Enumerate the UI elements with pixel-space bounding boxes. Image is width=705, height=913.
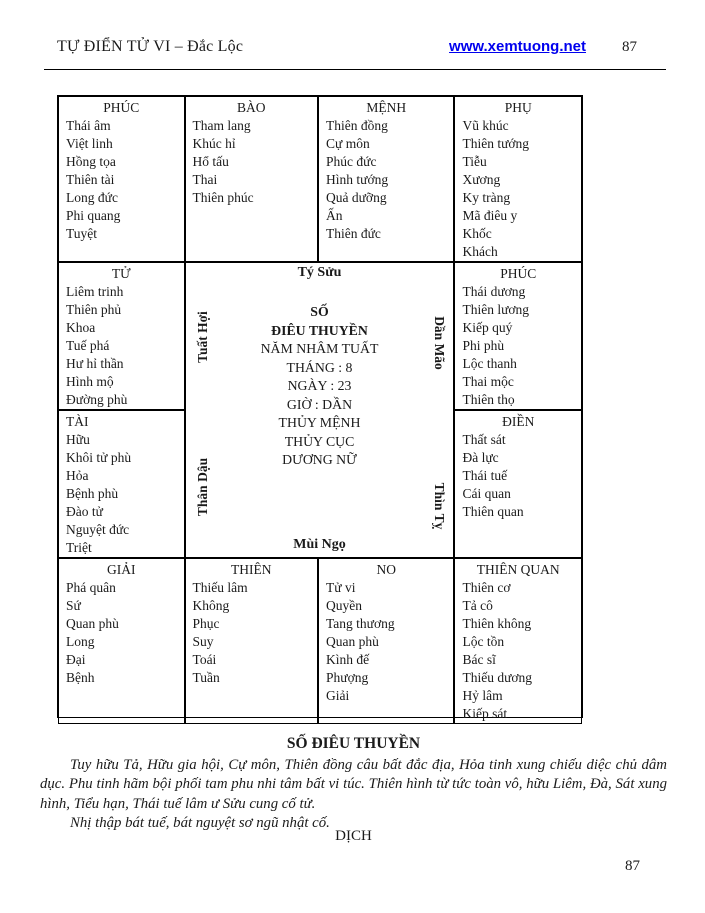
star-name: Toái [192, 652, 217, 667]
commentary-heading: SỐ ĐIÊU THUYỀN [286, 735, 421, 752]
star-name: Long đức [66, 190, 118, 205]
cell-phuc-top [58, 96, 185, 262]
cell-header-tu: TỬ [111, 266, 131, 281]
cell-items-thien [193, 579, 315, 687]
star-name: Thiên tài [66, 172, 115, 187]
commentary-paragraph-1: Tuy hữu Tả, Hữu gia hội, Cự môn, Thiên đồng câu bất đắc địa, Hỏa tinh xung chiếu diệc chủ dâm dục. Phu tinh hãm bội phối tam phu nhi tâm bất vi túc. Thiên hình từ tức toàn vô, hữu Liêm, Đà, Sát xung hình, Tiểu hạn, Thái tuế lâm ư Sửu cung cố tử. [40, 757, 667, 812]
star-name: Hữu [66, 432, 90, 447]
cell-header-phuc-top: PHÚC [103, 100, 140, 115]
star-name: Phục [192, 616, 220, 631]
star-name: Tham lang [192, 118, 251, 133]
cell-thien-quan [454, 558, 582, 724]
cell-no [318, 558, 454, 724]
star-name: Khôi tử phù [66, 450, 132, 465]
star-name: Vũ khúc [462, 118, 509, 133]
center-cuc: THỦY CỤC [284, 433, 355, 449]
cell-items-menh [326, 117, 451, 243]
cell-header-tai: TÀI [66, 414, 89, 429]
star-name: Suy [192, 634, 214, 649]
star-name: Tiễu [462, 154, 487, 169]
star-name: Tử vi [326, 580, 356, 595]
cell-items-no [326, 579, 451, 705]
star-name: Hỷ lâm [462, 688, 503, 703]
cell-items-thien-quan [462, 579, 579, 723]
star-name: Phi quang [66, 208, 121, 223]
cell-items-tai [66, 431, 182, 557]
branch-label-than-dau: Thân Dậu [194, 457, 210, 517]
chart-center-cell [185, 262, 455, 558]
star-name: Tang thương [326, 616, 395, 631]
star-name: Thiên đồng [326, 118, 388, 133]
star-name: Long [66, 634, 95, 649]
star-name: Hình tướng [326, 172, 389, 187]
branch-label-thin-ty: Thìn Tỵ [431, 482, 447, 530]
star-name: Kiếp quý [462, 320, 513, 335]
star-name: Phi phù [462, 338, 505, 353]
star-name: Thiếu dương [462, 670, 533, 685]
branch-label-mui-ngo: Mùi Ngọ [293, 537, 346, 552]
star-name: Thiên tướng [462, 136, 530, 151]
star-name: Thiên quan [462, 504, 524, 519]
star-name: Thái tuế [462, 468, 508, 483]
cell-items-phuc-right [462, 283, 579, 409]
star-name: Phúc đức [326, 154, 377, 169]
center-so-label: SỐ [310, 304, 329, 319]
star-name: Thiên phủ [66, 302, 122, 317]
star-name: Cái quan [462, 486, 511, 501]
star-name: Đào tử [66, 504, 103, 519]
cell-items-phuc-top [66, 117, 182, 243]
cell-header-bao: BÀO [237, 100, 266, 115]
star-name: Quan phù [66, 616, 119, 631]
star-name: Bệnh [66, 670, 95, 685]
star-name: Quả dưỡng [326, 190, 387, 205]
star-name: Cự môn [326, 136, 370, 151]
cell-items-bao [193, 117, 315, 207]
star-name: Tuế phá [66, 338, 110, 353]
star-name: Thiên lương [462, 302, 530, 317]
star-name: Giải [326, 688, 350, 703]
cell-phuc-right [454, 262, 582, 410]
header-right [449, 38, 637, 56]
star-name: Kình đế [326, 652, 370, 667]
star-name: Khúc hỉ [192, 136, 236, 151]
cell-header-dien: ĐIỀN [502, 414, 535, 429]
star-name: Mã điêu y [462, 208, 518, 223]
star-name: Hư hỉ thần [66, 356, 124, 371]
cell-header-phu: PHỤ [504, 100, 532, 115]
star-name: Hồng tọa [66, 154, 116, 169]
cell-dien [454, 410, 582, 558]
star-name: Đà lực [462, 450, 499, 465]
cell-header-thien-quan: THIÊN QUAN [476, 562, 560, 577]
star-name: Lộc tồn [462, 634, 505, 649]
cell-header-menh: MỆNH [366, 100, 407, 115]
cell-items-dien [462, 431, 579, 521]
star-name: Bác sĩ [462, 652, 496, 667]
branch-label-dan-mao: Dần Mão [431, 316, 447, 370]
cell-header-phuc-right: PHÚC [500, 266, 537, 281]
cell-tai [58, 410, 185, 558]
star-name: Xương [462, 172, 501, 187]
cell-items-tu [66, 283, 182, 409]
star-name: Nguyệt đức [66, 522, 130, 537]
star-name: Thiên không [462, 616, 532, 631]
book-title: TỰ ĐIỂN TỬ VI – Đắc Lộc [57, 38, 244, 55]
cell-giai [58, 558, 185, 724]
cell-header-thien: THIÊN [231, 562, 272, 577]
cell-menh [318, 96, 454, 262]
cell-phu [454, 96, 582, 262]
star-name: Phá quân [66, 580, 116, 595]
website-link[interactable]: www.xemtuong.net [449, 38, 586, 55]
star-name: Liêm trinh [66, 284, 124, 299]
star-name: Thái âm [66, 118, 111, 133]
header-divider [44, 69, 666, 70]
star-name: Phượng [326, 670, 369, 685]
star-name: Khốc [462, 226, 492, 241]
star-name: Quyền [326, 598, 362, 613]
tuvi-chart [57, 95, 583, 721]
star-name: Tuần [192, 670, 220, 685]
cell-items-giai [66, 579, 182, 687]
star-name: Đại [66, 652, 86, 667]
center-year: NĂM NHÂM TUẤT [260, 341, 379, 356]
center-hour: GIỜ : DẦN [286, 396, 353, 412]
cell-tu [58, 262, 185, 410]
star-name: Sứ [66, 598, 81, 613]
star-name: Thiên đức [326, 226, 381, 241]
star-name: Tuyệt [66, 226, 98, 241]
star-name: Quan phù [326, 634, 379, 649]
center-chart-name: ĐIÊU THUYỀN [271, 322, 368, 338]
center-menh: THỦY MỆNH [278, 415, 361, 430]
star-name: Thiếu lâm [192, 580, 248, 595]
cell-thien [185, 558, 318, 724]
cell-items-phu [462, 117, 579, 261]
star-name: Ấn [326, 208, 343, 223]
header-page-number: 87 [622, 39, 637, 55]
star-name: Việt linh [66, 136, 113, 151]
branch-label-tuat-hoi: Tuất Hợi [194, 311, 210, 363]
center-info-block [186, 303, 454, 470]
branch-label-ty-suu: Tý Sửu [297, 265, 342, 280]
footer-page-number: 87 [625, 858, 640, 874]
star-name: Hình mộ [66, 374, 114, 389]
star-name: Khách [462, 244, 498, 259]
star-name: Tả cô [462, 598, 493, 613]
star-name: Lộc thanh [462, 356, 517, 371]
commentary-text [40, 756, 667, 833]
star-name: Ky tràng [462, 190, 511, 205]
star-name: Triệt [66, 540, 92, 555]
star-name: Thiên thọ [462, 392, 515, 407]
cell-header-giai: GIẢI [107, 562, 136, 577]
cell-bao [185, 96, 318, 262]
star-name: Đường phù [66, 392, 128, 407]
star-name: Thiên phúc [192, 190, 254, 205]
commentary-paragraph-2: Nhị thập bát tuế, bát nguyệt sơ ngũ nhật cố. [70, 814, 330, 831]
cell-header-no: NO [376, 562, 396, 577]
star-name: Bệnh phù [66, 486, 119, 501]
star-name: Hổ tấu [192, 154, 229, 169]
star-name: Thất sát [462, 432, 506, 447]
center-gender: DƯƠNG NỮ [282, 452, 357, 467]
star-name: Không [192, 598, 230, 613]
star-name: Thiên cơ [462, 580, 511, 595]
star-name: Thái dương [462, 284, 526, 299]
star-name: Kiếp sát [462, 706, 508, 721]
dich-label: DỊCH [335, 828, 372, 844]
star-name: Hỏa [66, 468, 89, 483]
star-name: Thai [192, 172, 218, 187]
center-month: THÁNG : 8 [286, 359, 353, 375]
page-header [57, 38, 637, 56]
star-name: Thai mộc [462, 374, 514, 389]
star-name: Khoa [66, 320, 96, 335]
center-day: NGÀY : 23 [287, 378, 352, 393]
